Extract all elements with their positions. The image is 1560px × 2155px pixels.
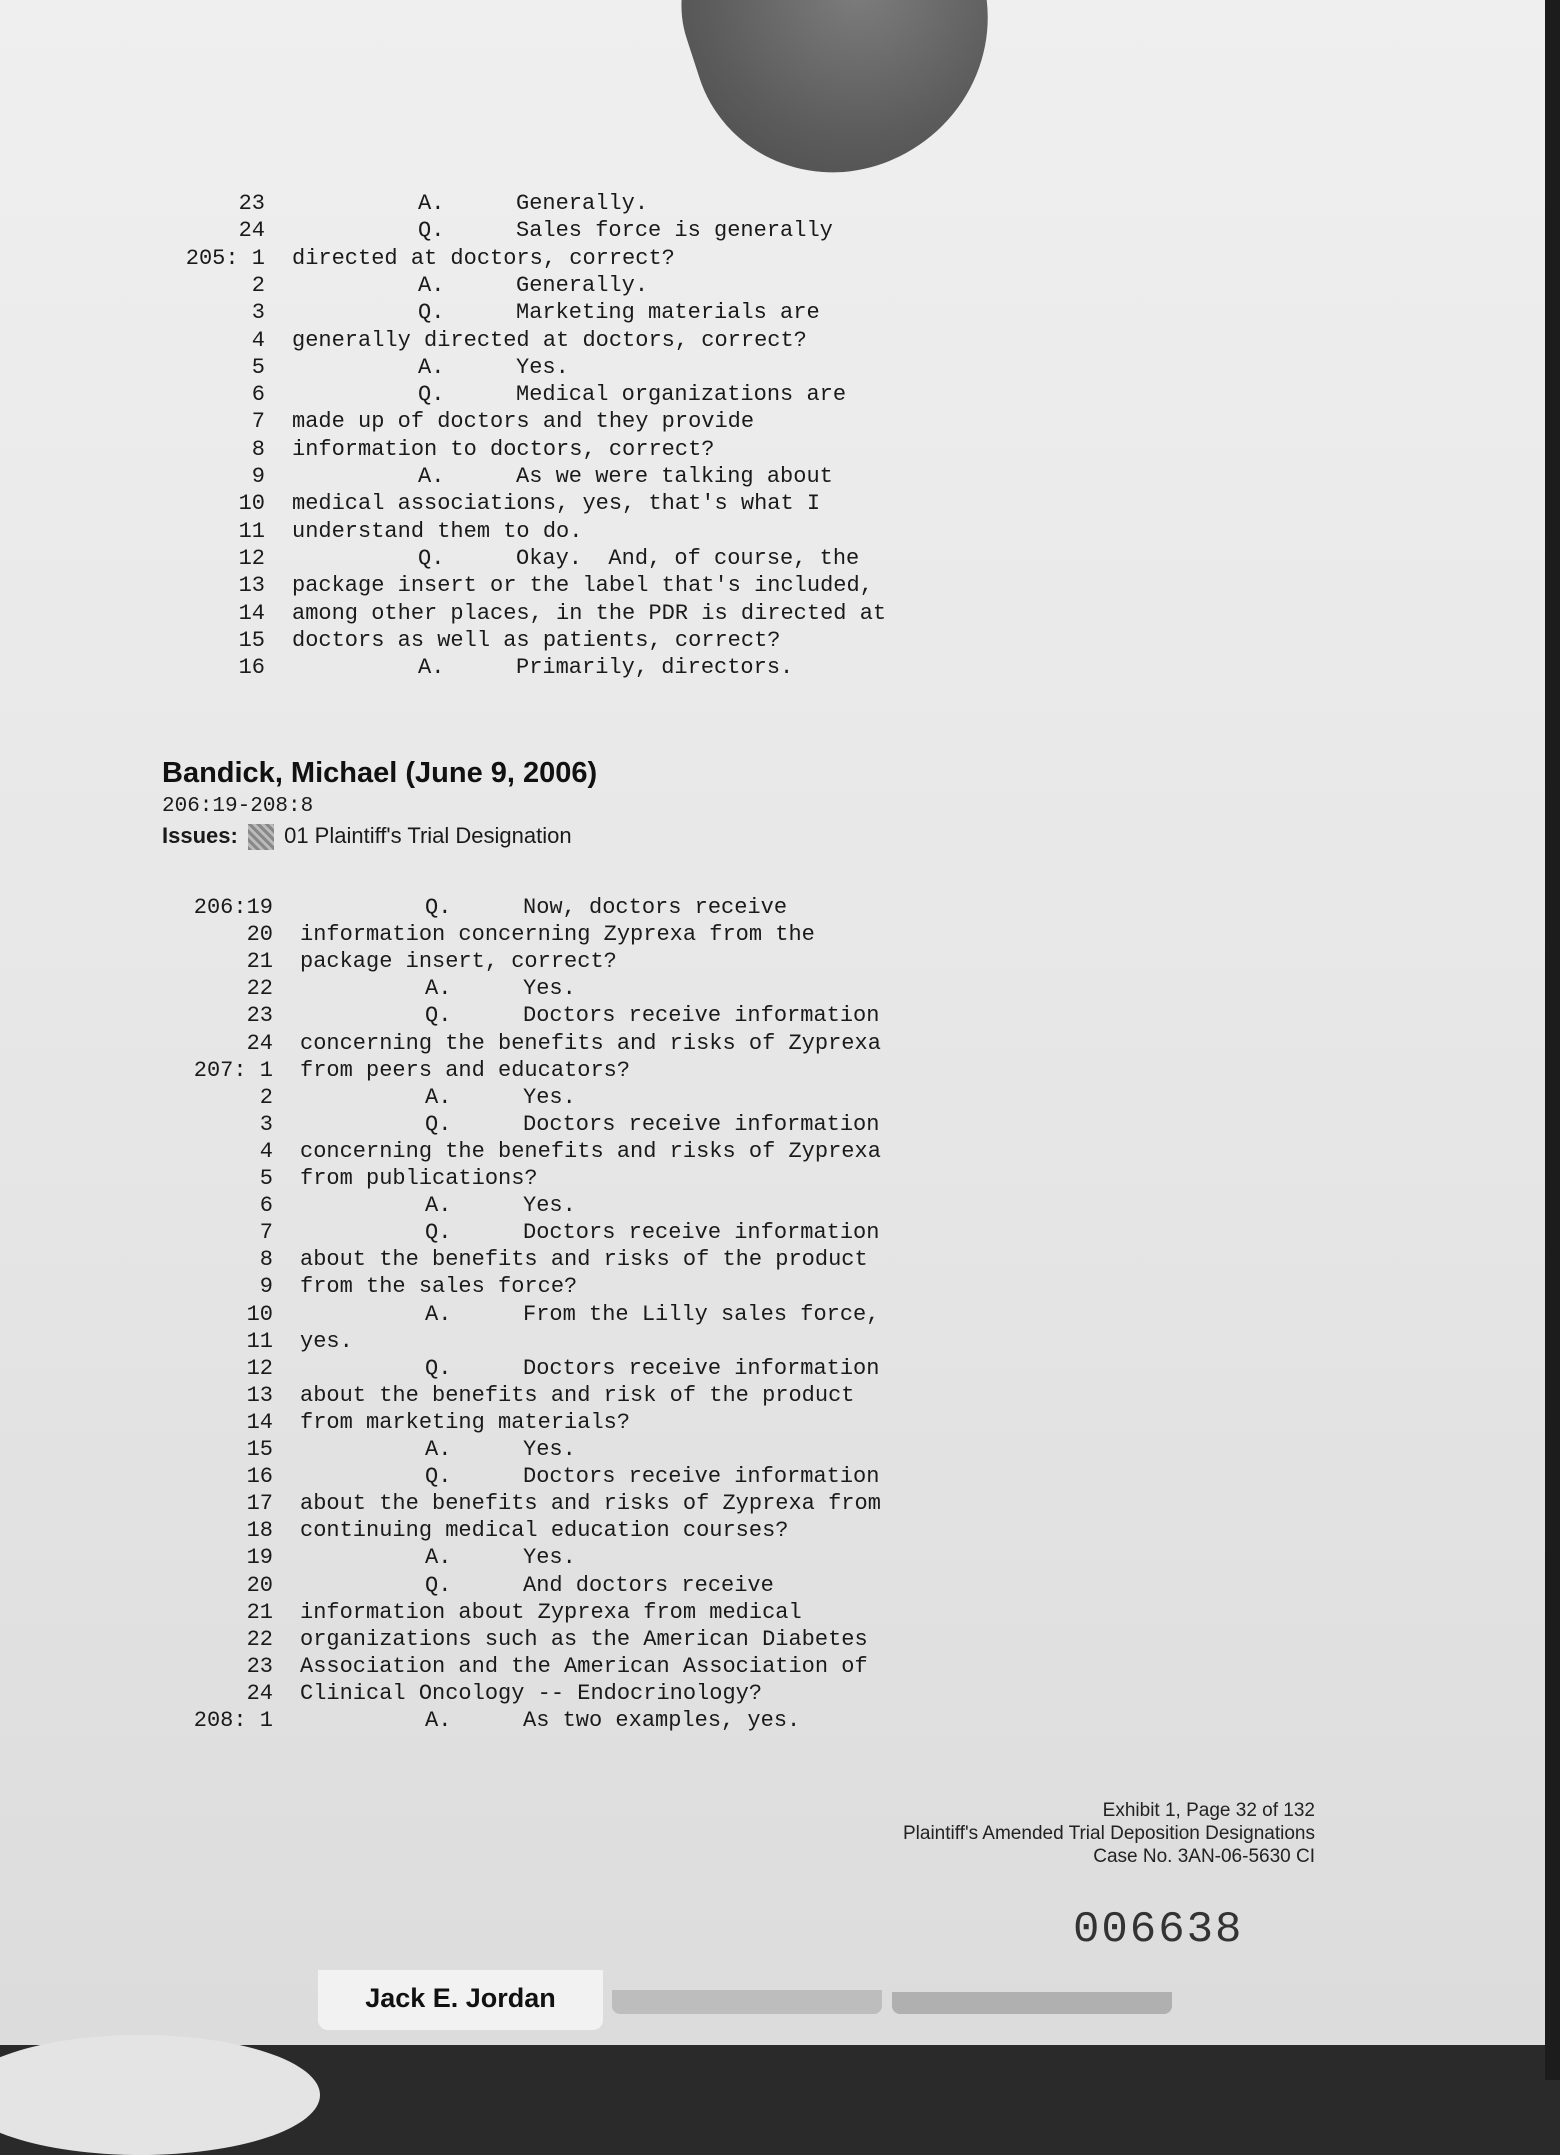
line-text: Doctors receive information — [523, 1355, 880, 1381]
speaker-label: A. — [425, 1545, 452, 1571]
line-text: Generally. — [516, 191, 649, 216]
speaker-label: A. — [425, 1708, 452, 1733]
transcript-line — [0, 1085, 1000, 1111]
designation-heading: Bandick, Michael (June 9, 2006) — [162, 757, 598, 789]
line-number: 12 — [238, 545, 265, 571]
speaker-label: Q. — [425, 1003, 452, 1029]
line-number: 7 — [259, 1220, 273, 1246]
line-number: 18 — [246, 1518, 273, 1544]
transcript-line — [0, 1573, 1000, 1599]
line-text: As we were talking about — [516, 464, 833, 489]
transcript-line — [0, 1031, 1000, 1057]
line-number: 3 — [259, 1111, 273, 1137]
speaker-label: A. — [425, 976, 452, 1002]
line-number: 19 — [246, 1545, 273, 1571]
line-text: package insert, correct? — [300, 949, 617, 975]
line-number: 24 — [238, 218, 265, 244]
line-text: And doctors receive — [523, 1572, 774, 1598]
line-text: from publications? — [300, 1166, 538, 1191]
line-number: 206:19 — [193, 895, 273, 920]
line-text: understand them to do. — [292, 518, 583, 544]
line-text: medical associations, yes, that's what I — [292, 491, 821, 517]
line-text: package insert or the label that's included, — [292, 573, 873, 599]
transcript-line — [0, 355, 1000, 381]
line-text: concerning the benefits and risks of Zyprexa — [300, 1138, 881, 1164]
line-number: 16 — [238, 655, 265, 681]
divider-tab-2 — [612, 1990, 882, 2014]
line-text: from the sales force? — [300, 1274, 578, 1300]
transcript-line — [0, 1003, 1000, 1029]
line-text: Yes. — [523, 1193, 576, 1219]
speaker-label: Q. — [425, 1355, 452, 1381]
transcript-line — [0, 464, 1000, 490]
line-text: among other places, in the PDR is directed at — [292, 600, 887, 626]
transcript-line — [0, 1518, 1000, 1544]
line-number: 23 — [246, 1653, 273, 1679]
line-text: about the benefits and risks of Zyprexa from — [300, 1491, 881, 1517]
speaker-label: Q. — [418, 382, 445, 408]
line-number: 24 — [246, 1030, 273, 1056]
transcript-line — [0, 1247, 1000, 1273]
line-text: Yes. — [523, 1545, 576, 1571]
line-number: 8 — [251, 436, 265, 462]
line-text: information to doctors, correct? — [292, 436, 715, 462]
line-number: 21 — [246, 949, 273, 975]
transcript-line — [0, 218, 1000, 244]
line-number: 22 — [246, 1626, 273, 1652]
line-text: yes. — [300, 1328, 353, 1354]
line-number: 8 — [259, 1247, 273, 1273]
line-number: 21 — [246, 1599, 273, 1625]
line-number: 208: 1 — [193, 1708, 273, 1733]
speaker-label: Q. — [418, 300, 445, 326]
line-text: Now, doctors receive — [523, 895, 788, 920]
line-text: Yes. — [523, 1084, 576, 1110]
line-text: From the Lilly sales force, — [523, 1301, 880, 1327]
line-number: 20 — [246, 1572, 273, 1598]
line-text: Doctors receive information — [523, 1111, 880, 1137]
line-number: 6 — [251, 382, 265, 408]
transcript-line — [0, 1329, 1000, 1355]
transcript-line — [0, 328, 1000, 354]
transcript-line — [0, 1600, 1000, 1626]
transcript-line — [0, 409, 1000, 435]
transcript-line — [0, 382, 1000, 408]
line-text: Doctors receive information — [523, 1464, 880, 1490]
exhibit-footer — [903, 1799, 1315, 1868]
transcript-line — [0, 1220, 1000, 1246]
transcript-line — [0, 300, 1000, 326]
line-number: 4 — [251, 327, 265, 353]
speaker-label: Q. — [418, 218, 445, 244]
line-number: 14 — [246, 1409, 273, 1435]
line-number: 10 — [238, 491, 265, 517]
transcript-line — [0, 1437, 1000, 1463]
line-text: As two examples, yes. — [523, 1708, 801, 1733]
line-text: Primarily, directors. — [516, 655, 794, 681]
line-text: Association and the American Association of — [300, 1653, 868, 1679]
line-number: 10 — [246, 1301, 273, 1327]
line-number: 2 — [259, 1084, 273, 1110]
line-text: generally directed at doctors, correct? — [292, 327, 807, 353]
line-text: Yes. — [523, 1437, 576, 1462]
line-number: 9 — [251, 464, 265, 489]
transcript-line — [0, 1112, 1000, 1138]
line-number: 24 — [246, 1680, 273, 1706]
speaker-label: A. — [425, 1437, 452, 1462]
line-number: 4 — [259, 1138, 273, 1164]
line-text: information concerning Zyprexa from the — [300, 922, 815, 948]
line-number: 5 — [251, 354, 265, 380]
line-text: Okay. And, of course, the — [516, 545, 860, 571]
transcript-line — [0, 1274, 1000, 1300]
issues-value: 01 Plaintiff's Trial Designation — [284, 823, 572, 848]
transcript-line — [0, 949, 1000, 975]
transcript-line — [0, 895, 1000, 921]
line-number: 23 — [238, 191, 265, 216]
transcript-line — [0, 1681, 1000, 1707]
line-number: 6 — [259, 1193, 273, 1219]
transcript-line — [0, 519, 1000, 545]
transcript-line — [0, 1139, 1000, 1165]
speaker-label: Q. — [425, 895, 452, 920]
issues-label: Issues: — [162, 823, 238, 848]
thumb — [653, 0, 1028, 209]
transcript-line — [0, 246, 1000, 272]
transcript-line — [0, 573, 1000, 599]
divider-tab[interactable]: Jack E. Jordan — [318, 1970, 603, 2030]
line-text: Medical organizations are — [516, 382, 847, 408]
line-text: doctors as well as patients, correct? — [292, 627, 781, 653]
line-text: Doctors receive information — [523, 1220, 880, 1246]
speaker-label: Q. — [425, 1220, 452, 1246]
transcript-line — [0, 1708, 1000, 1734]
transcript-line — [0, 491, 1000, 517]
speaker-label: A. — [425, 1193, 452, 1219]
line-text: Clinical Oncology -- Endocrinology? — [300, 1680, 763, 1706]
line-number: 14 — [238, 600, 265, 626]
line-number: 2 — [251, 272, 265, 298]
line-number: 16 — [246, 1464, 273, 1490]
line-number: 9 — [259, 1274, 273, 1300]
speaker-label: A. — [418, 464, 445, 489]
line-text: directed at doctors, correct? — [292, 245, 675, 271]
line-text: information about Zyprexa from medical — [300, 1599, 802, 1625]
transcript-line — [0, 1464, 1000, 1490]
designation-range: 206:19-208:8 — [162, 795, 314, 818]
transcript-line — [0, 1654, 1000, 1680]
speaker-label: A. — [418, 655, 445, 681]
speaker-label: Q. — [425, 1464, 452, 1490]
speaker-label: A. — [418, 354, 445, 380]
transcript-line — [0, 1410, 1000, 1436]
transcript-line — [0, 1193, 1000, 1219]
line-number: 23 — [246, 1003, 273, 1029]
footer-line-1: Exhibit 1, Page 32 of 132 — [1102, 1800, 1315, 1821]
line-text: Yes. — [516, 354, 569, 380]
transcript-line — [0, 546, 1000, 572]
line-number: 15 — [246, 1437, 273, 1462]
speaker-label: Q. — [425, 1572, 452, 1598]
transcript-line — [0, 1545, 1000, 1571]
line-number: 5 — [259, 1166, 273, 1191]
line-number: 11 — [246, 1328, 273, 1354]
line-text: organizations such as the American Diabetes — [300, 1626, 868, 1652]
line-text: from marketing materials? — [300, 1409, 631, 1435]
background-edge — [1545, 0, 1560, 2080]
line-number: 15 — [238, 627, 265, 653]
transcript-line — [0, 1627, 1000, 1653]
line-text: Doctors receive information — [523, 1003, 880, 1029]
line-number: 205: 1 — [185, 245, 265, 271]
line-number: 20 — [246, 922, 273, 948]
corner-object — [0, 2035, 320, 2155]
line-text: continuing medical education courses? — [300, 1518, 789, 1544]
transcript-line — [0, 191, 1000, 217]
transcript-line — [0, 601, 1000, 627]
line-text: about the benefits and risks of the product — [300, 1247, 868, 1273]
transcript-line — [0, 628, 1000, 654]
issues-line — [162, 823, 572, 850]
transcript-line — [0, 1058, 1000, 1084]
transcript-line — [0, 922, 1000, 948]
footer-line-3: Case No. 3AN-06-5630 CI — [1093, 1846, 1315, 1867]
line-number: 3 — [251, 300, 265, 326]
transcript-line — [0, 976, 1000, 1002]
footer-line-2: Plaintiff's Amended Trial Deposition Designations — [902, 1823, 1315, 1844]
line-text: Generally. — [516, 272, 649, 298]
transcript-line — [0, 273, 1000, 299]
bates-number: 006638 — [1073, 1905, 1244, 1955]
line-number: 17 — [246, 1491, 273, 1517]
line-text: concerning the benefits and risks of Zyprexa — [300, 1030, 881, 1056]
line-text: Sales force is generally — [516, 218, 833, 244]
line-text: Yes. — [523, 976, 576, 1002]
transcript-line — [0, 1383, 1000, 1409]
speaker-label: A. — [425, 1301, 452, 1327]
transcript-line — [0, 1302, 1000, 1328]
line-text: about the benefits and risk of the product — [300, 1382, 855, 1408]
line-number: 12 — [246, 1355, 273, 1381]
line-number: 22 — [246, 976, 273, 1002]
speaker-label: Q. — [418, 545, 445, 571]
transcript-line — [0, 1491, 1000, 1517]
line-number: 7 — [251, 409, 265, 435]
line-number: 207: 1 — [193, 1057, 273, 1083]
line-text: made up of doctors and they provide — [292, 409, 755, 435]
transcript-line — [0, 1166, 1000, 1192]
line-number: 11 — [238, 518, 265, 544]
speaker-label: Q. — [425, 1111, 452, 1137]
speaker-label: A. — [425, 1084, 452, 1110]
speaker-label: A. — [418, 191, 445, 216]
line-text: from peers and educators? — [300, 1057, 631, 1083]
issue-icon — [248, 824, 274, 850]
line-number: 13 — [246, 1382, 273, 1408]
transcript-line — [0, 1356, 1000, 1382]
line-number: 13 — [238, 573, 265, 599]
divider-tab-3 — [892, 1992, 1172, 2014]
line-text: Marketing materials are — [516, 300, 820, 326]
transcript-line — [0, 655, 1000, 681]
speaker-label: A. — [418, 272, 445, 298]
transcript-line — [0, 437, 1000, 463]
